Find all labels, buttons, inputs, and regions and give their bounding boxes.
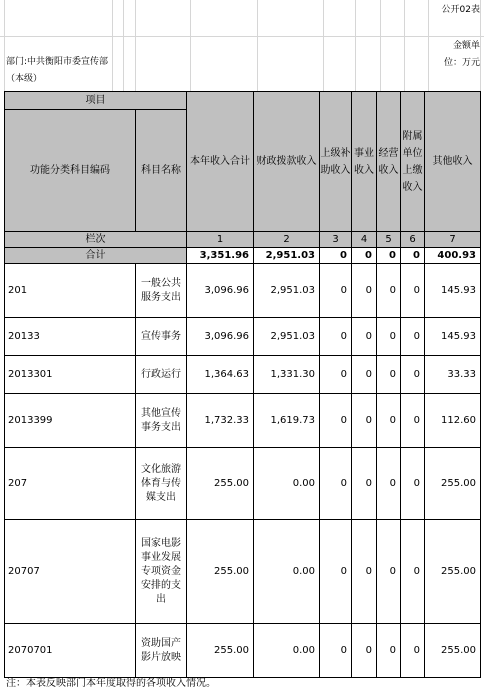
grid-line (480, 0, 481, 91)
row-name: 一般公共服务支出 (136, 264, 187, 318)
header-business: 事业收入 (352, 92, 377, 232)
row-value: 0 (377, 624, 401, 678)
row-value: 0 (320, 318, 352, 356)
grid-line (404, 0, 405, 91)
row-value: 0 (320, 356, 352, 394)
header-row-1 (5, 92, 481, 110)
row-value: 0 (377, 448, 401, 520)
column-number: 4 (352, 232, 377, 248)
total-cell: 0 (320, 248, 352, 264)
row-value: 112.60 (425, 394, 481, 448)
row-value: 255.00 (187, 624, 254, 678)
row-value: 0 (352, 356, 377, 394)
total-cell: 0 (352, 248, 377, 264)
total-row (5, 248, 481, 264)
grid-line (257, 0, 258, 91)
row-value: 0 (401, 264, 425, 318)
column-number: 5 (377, 232, 401, 248)
header-affiliated: 附属单位上缴收入 (401, 92, 425, 232)
row-code: 20707 (5, 520, 136, 624)
row-value: 0 (377, 318, 401, 356)
row-value: 145.93 (425, 264, 481, 318)
department-label: 部门:中共衡阳市委宣传部（本级） (6, 57, 109, 84)
row-value: 2,951.03 (254, 318, 320, 356)
table-note: 注：本表反映部门本年度取得的各项收入情况。 (6, 678, 216, 689)
row-value: 0 (352, 318, 377, 356)
row-value: 0.00 (254, 624, 320, 678)
column-number: 6 (401, 232, 425, 248)
table-row (5, 356, 481, 394)
grid-line (190, 0, 191, 91)
row-value: 1,732.33 (187, 394, 254, 448)
row-value: 255.00 (425, 448, 481, 520)
row-value: 0 (377, 356, 401, 394)
column-number: 2 (254, 232, 320, 248)
row-value: 145.93 (425, 318, 481, 356)
table-row (5, 520, 481, 624)
table-row (5, 264, 481, 318)
row-value: 255.00 (425, 520, 481, 624)
row-value: 0 (377, 520, 401, 624)
row-value: 0 (377, 394, 401, 448)
row-value: 3,096.96 (187, 318, 254, 356)
row-code: 2070701 (5, 624, 136, 678)
row-value: 0 (320, 520, 352, 624)
row-name: 国家电影事业发展专项资金安排的支出 (136, 520, 187, 624)
row-value: 1,331.30 (254, 356, 320, 394)
column-number-row (5, 232, 481, 248)
grid-line (0, 36, 484, 37)
row-value: 255.00 (187, 520, 254, 624)
row-value: 33.33 (425, 356, 481, 394)
grid-line (135, 0, 136, 91)
row-name: 文化旅游体育与传媒支出 (136, 448, 187, 520)
row-code: 20133 (5, 318, 136, 356)
row-value: 0 (352, 264, 377, 318)
header-total-income: 本年收入合计 (187, 92, 254, 232)
row-value: 0 (401, 394, 425, 448)
table-row (5, 448, 481, 520)
row-value: 3,096.96 (187, 264, 254, 318)
row-code: 201 (5, 264, 136, 318)
unit-label: 金额单位：万元 (443, 41, 480, 68)
row-value: 0.00 (254, 520, 320, 624)
grid-line (428, 0, 429, 91)
header-superior: 上级补助收入 (320, 92, 352, 232)
row-value: 0 (320, 394, 352, 448)
total-cell: 0 (377, 248, 401, 264)
row-value: 0 (320, 624, 352, 678)
form-code: 公开02表 (441, 5, 480, 15)
row-value: 0 (352, 520, 377, 624)
grid-line (380, 0, 381, 91)
header-item: 项目 (5, 92, 187, 110)
grid-line (323, 0, 324, 91)
row-value: 0 (401, 520, 425, 624)
row-value: 0 (352, 624, 377, 678)
row-value: 0 (401, 624, 425, 678)
total-cell: 400.93 (425, 248, 481, 264)
row-value: 1,619.73 (254, 394, 320, 448)
row-name: 其他宣传事务支出 (136, 394, 187, 448)
header-operating: 经营收入 (377, 92, 401, 232)
row-value: 255.00 (187, 448, 254, 520)
row-code: 207 (5, 448, 136, 520)
table-row (5, 394, 481, 448)
table-row (5, 318, 481, 356)
row-value: 0 (401, 448, 425, 520)
header-subject-name: 科目名称 (136, 110, 187, 232)
report-meta (0, 0, 484, 91)
row-value: 0.00 (254, 448, 320, 520)
row-value: 2,951.03 (254, 264, 320, 318)
header-other: 其他收入 (425, 92, 481, 232)
column-number: 1 (187, 232, 254, 248)
row-value: 0 (401, 318, 425, 356)
row-code: 2013301 (5, 356, 136, 394)
row-value: 255.00 (425, 624, 481, 678)
row-name: 行政运行 (136, 356, 187, 394)
total-cell: 0 (401, 248, 425, 264)
row-name: 宣传事务 (136, 318, 187, 356)
row-value: 0 (352, 394, 377, 448)
grid-line (4, 0, 5, 91)
row-code: 2013399 (5, 394, 136, 448)
header-func-code: 功能分类科目编码 (5, 110, 136, 232)
header-fiscal: 财政拨款收入 (254, 92, 320, 232)
row-value: 0 (401, 356, 425, 394)
column-number-label: 栏次 (5, 232, 187, 248)
total-label: 合计 (5, 248, 187, 264)
row-name: 资助国产影片放映 (136, 624, 187, 678)
grid-line (355, 0, 356, 91)
row-value: 0 (352, 448, 377, 520)
row-value: 1,364.63 (187, 356, 254, 394)
table-row (5, 624, 481, 678)
total-cell: 2,951.03 (254, 248, 320, 264)
column-number: 3 (320, 232, 352, 248)
row-value: 0 (377, 264, 401, 318)
column-number: 7 (425, 232, 481, 248)
row-value: 0 (320, 448, 352, 520)
income-table (4, 91, 481, 678)
row-value: 0 (320, 264, 352, 318)
total-cell: 3,351.96 (187, 248, 254, 264)
grid-line (123, 0, 124, 91)
